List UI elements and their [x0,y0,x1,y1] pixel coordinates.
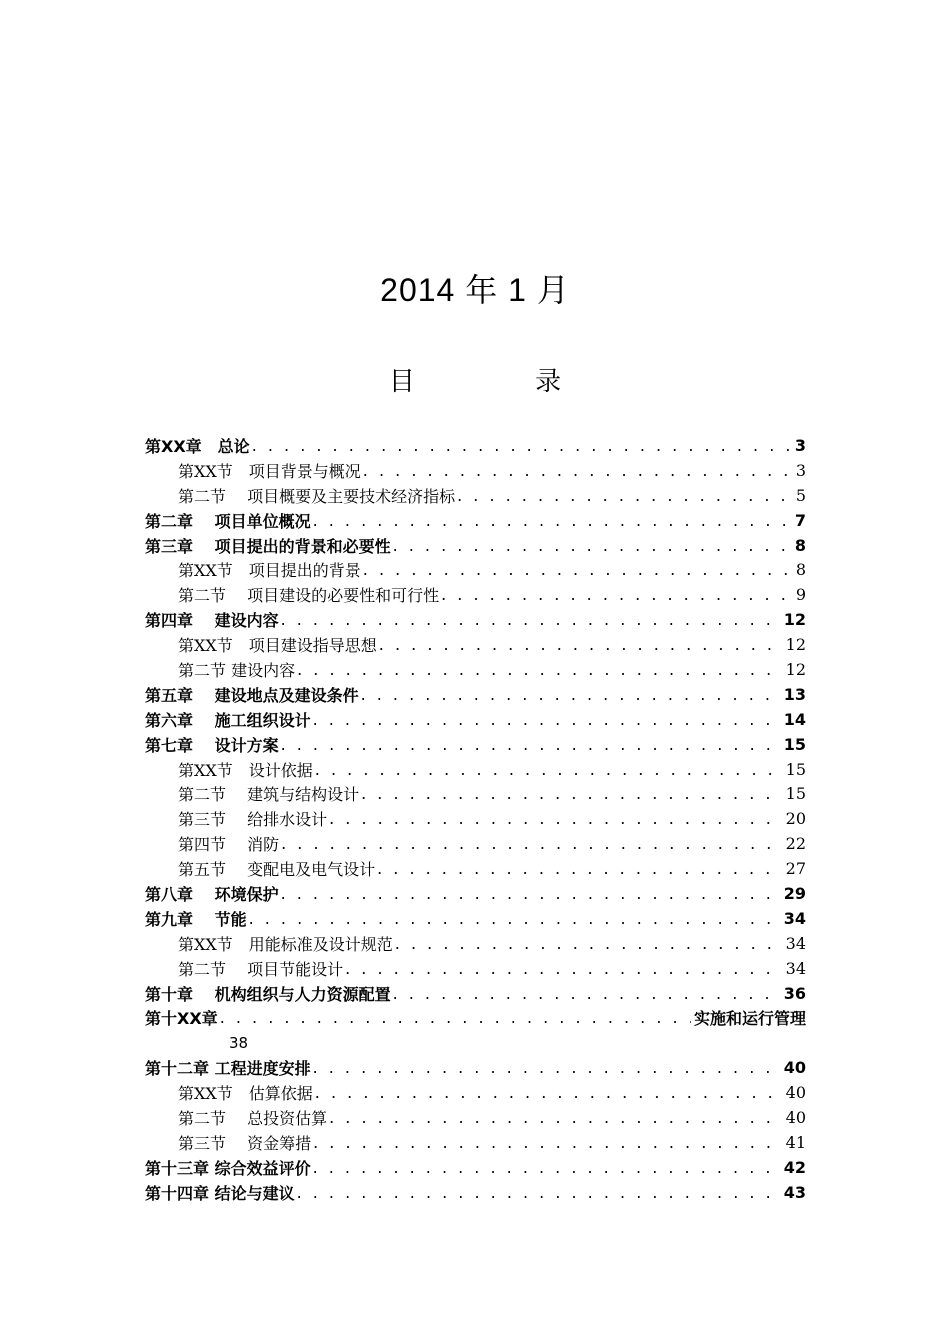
toc-entry-page: 34 [785,958,806,978]
toc-entry-page: 15 [785,759,806,779]
toc-entry-page: 40 [785,1107,806,1127]
toc-leader-dots [281,884,781,903]
toc-leader-dots [363,560,793,579]
toc-leader-dots [393,536,792,555]
toc-entry-page: 34 [783,908,806,928]
toc-section-entry[interactable] [145,1105,806,1130]
toc-entry-label: 第十四章 结论与建议 [145,1183,295,1203]
toc-section-entry[interactable] [145,632,806,657]
toc-chapter-entry[interactable] [145,508,806,533]
toc-entry-label: 第十二章 工程进度安排 [145,1059,311,1079]
document-date: 2014 年 1 月 [380,272,570,308]
toc-entry-page: 34 [785,933,806,953]
toc-leader-dots [395,934,783,953]
toc-leader-dots [315,1083,783,1102]
toc-entry-page: 40 [785,1083,806,1103]
toc-entry-label: 第XX节 项目背景与概况 [178,461,361,481]
toc-entry-page: 20 [785,809,806,829]
toc-leader-dots [281,735,781,754]
toc-entry-page: 7 [794,510,806,530]
toc-leader-dots [297,1183,781,1202]
toc-chapter-entry[interactable] [145,1055,806,1080]
toc-entry-label: 第二章 项目单位概况 [145,511,311,531]
toc-chapter-entry[interactable] [145,881,806,906]
toc-leader-dots [361,685,781,704]
toc-entry-page: 14 [783,709,806,729]
toc-entry-label: 第二节 建设内容 [178,660,296,680]
toc-section-entry[interactable] [145,1080,806,1105]
toc-leader-dots [315,760,783,779]
toc-entry-page: 36 [783,983,806,1003]
toc-section-entry[interactable] [145,657,806,682]
toc-chapter-entry[interactable] [145,1180,806,1205]
toc-entry-page: 8 [794,535,806,555]
toc-entry-page: 5 [795,485,806,505]
toc-chapter-entry[interactable] [145,1005,806,1030]
toc-entry-label: 第十XX章 [145,1009,218,1029]
toc-entry-label: 第五节 变配电及电气设计 [178,860,376,880]
toc-section-entry[interactable] [145,806,806,831]
toc-entry-label: 第XX章 总论 [145,436,250,456]
toc-entry-label: 第四章 建设内容 [145,611,279,631]
toc-leader-dots [457,486,793,505]
toc-chapter-entry[interactable] [145,732,806,757]
toc-entry-label: 第二节 项目建设的必要性和可行性 [178,586,440,606]
toc-section-entry[interactable] [145,856,806,881]
toc-leader-dots [329,809,783,828]
toc-entry-label-tail: 实施和运行管理 [693,1009,806,1029]
toc-section-entry[interactable] [145,483,806,508]
toc-entry-page: 29 [783,883,806,903]
toc-entry-label: 第六章 施工组织设计 [145,710,311,730]
toc-leader-dots [441,585,793,604]
toc-section-entry[interactable] [145,458,806,483]
toc-leader-dots [281,834,783,853]
toc-entry-page: 22 [785,834,806,854]
toc-entry-label: 第四节 消防 [178,835,280,855]
toc-leader-dots [345,959,783,978]
toc-leader-dots [313,710,781,729]
toc-section-entry[interactable] [145,1130,806,1155]
toc-leader-dots [363,461,793,480]
toc-chapter-entry[interactable] [145,607,806,632]
toc-entry-label: 第二节 项目节能设计 [178,959,344,979]
toc-leader-dots [252,436,792,455]
toc-chapter-entry[interactable] [145,906,806,931]
toc-leader-dots [377,859,783,878]
toc-entry-label: 第七章 设计方案 [145,735,279,755]
toc-leader-dots [249,909,781,928]
toc-entry-label: 第XX节 设计依据 [178,760,313,780]
toc-entry-label: 第二节 总投资估算 [178,1108,328,1128]
toc-leader-dots [379,635,783,654]
toc-entry-page: 3 [795,460,806,480]
toc-entry-label: 第二节 建筑与结构设计 [178,785,360,805]
toc-chapter-entry[interactable] [145,533,806,558]
toc-leader-dots [313,1158,781,1177]
toc-entry-label: 第五章 建设地点及建设条件 [145,685,359,705]
toc-section-entry[interactable] [145,582,806,607]
toc-entry-label: 第XX节 用能标准及设计规范 [178,934,393,954]
toc-entry-label: 第三章 项目提出的背景和必要性 [145,536,391,556]
toc-leader-dots [313,511,792,530]
toc-entry-page: 40 [783,1058,806,1078]
toc-entry-label: 第XX节 估算依据 [178,1084,313,1104]
toc-section-entry[interactable] [145,831,806,856]
toc-section-entry[interactable] [145,557,806,582]
toc-entry-page: 42 [783,1157,806,1177]
toc-entry-label: 第三节 给排水设计 [178,810,328,830]
toc-entry-label: 第三节 资金筹措 [178,1133,312,1153]
toc-chapter-entry[interactable] [145,433,806,458]
toc-title: 目 录 [388,367,618,397]
toc-entry-page: 43 [783,1182,806,1202]
toc-leader-dots [281,610,781,629]
toc-entry-label: 第XX节 项目提出的背景 [178,561,361,581]
toc-entry-label: 第十三章 综合效益评价 [145,1158,311,1178]
toc-entry-label: 第九章 节能 [145,909,247,929]
toc-entry-page: 3 [794,435,806,455]
toc-entry-page-wrapped: 38 [229,1033,249,1052]
toc-section-entry[interactable] [145,757,806,782]
toc-entry-page: 15 [783,734,806,754]
toc-leader-dots [329,1108,783,1127]
toc-section-entry[interactable] [145,956,806,981]
toc-entry-page: 12 [783,610,806,630]
toc-entry-page: 15 [785,784,806,804]
toc-leader-dots [313,1133,783,1152]
toc-chapter-entry[interactable] [145,707,806,732]
toc-entry-label: 第XX节 项目建设指导思想 [178,636,377,656]
toc-chapter-entry[interactable] [145,1155,806,1180]
toc-entry-page: 13 [783,684,806,704]
toc-entry-page: 12 [785,659,806,679]
toc-entry-page: 8 [795,560,806,580]
toc-section-entry[interactable] [145,781,806,806]
toc-entry-label: 第八章 环境保护 [145,884,279,904]
toc-leader-dots [313,1058,781,1077]
toc-entry-label: 第二节 项目概要及主要技术经济指标 [178,486,456,506]
toc-chapter-entry[interactable] [145,981,806,1006]
toc-section-entry[interactable] [145,931,806,956]
toc-entry-label: 第十章 机构组织与人力资源配置 [145,984,391,1004]
toc-leader-dots [297,660,783,679]
toc-entry-page: 12 [785,635,806,655]
toc-leader-dots [220,1008,691,1027]
toc-entry-page: 27 [785,859,806,879]
table-of-contents [145,433,806,1205]
toc-entry-page: 41 [785,1132,806,1152]
toc-chapter-entry[interactable] [145,682,806,707]
toc-entry-page: 9 [795,585,806,605]
toc-leader-dots [393,984,781,1003]
toc-leader-dots [361,784,783,803]
